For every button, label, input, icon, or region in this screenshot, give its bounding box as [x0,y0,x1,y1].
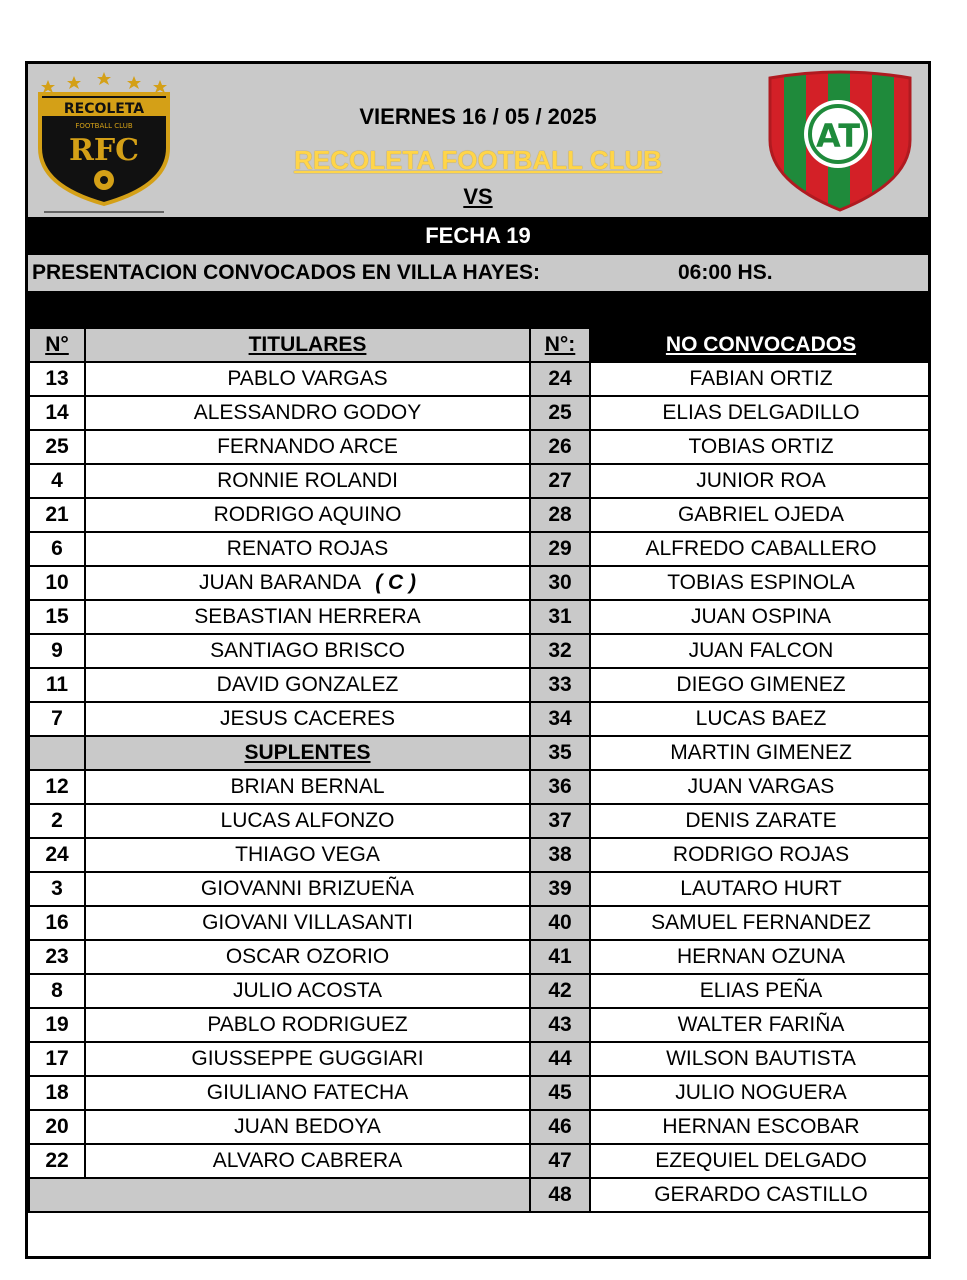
player-name: RONNIE ROLANDI [217,469,398,492]
player-name: DAVID GONZALEZ [216,673,399,696]
no-convocado-name: HERNAN OZUNA [590,940,931,974]
suplente-number: 12 [29,770,85,804]
header-panel [28,64,928,217]
suplente-name: GIOVANI VILLASANTI [85,906,530,940]
titular-name [85,702,530,736]
suplente-name: GIOVANNI BRIZUEÑA [85,872,530,906]
titular-name [85,566,530,600]
titular-number: 15 [29,600,85,634]
table-row [29,1008,931,1042]
no-convocado-number: 48 [530,1178,590,1212]
suplente-number: 17 [29,1042,85,1076]
player-name: SANTIAGO BRISCO [210,639,405,662]
no-convocado-number: 40 [530,906,590,940]
suplente-name: GIULIANO FATECHA [85,1076,530,1110]
titular-name [85,532,530,566]
no-convocado-number: 27 [530,464,590,498]
no-convocado-number: 30 [530,566,590,600]
suplente-number: 23 [29,940,85,974]
no-convocado-number: 34 [530,702,590,736]
suplente-name: ALVARO CABRERA [85,1144,530,1178]
no-convocado-number: 25 [530,396,590,430]
table-row [29,566,931,600]
table-row [29,1178,931,1212]
table-row [29,362,931,396]
no-convocado-name: JUAN OSPINA [590,600,931,634]
suplente-number: 20 [29,1110,85,1144]
no-convocado-name: MARTIN GIMENEZ [590,736,931,770]
no-convocado-number: 47 [530,1144,590,1178]
no-convocado-number: 37 [530,804,590,838]
table-row [29,668,931,702]
col-header-number-2: N°: [530,328,590,362]
svg-text:RFC: RFC [68,133,140,168]
titular-name [85,498,530,532]
suplente-name: LUCAS ALFONZO [85,804,530,838]
suplentes-header: SUPLENTES [85,736,530,770]
table-row [29,430,931,464]
player-name: JUAN BARANDA [198,571,362,594]
table-row [29,498,931,532]
captain-mark: ( C ) [375,571,417,594]
table-row [29,396,931,430]
no-convocado-number: 44 [530,1042,590,1076]
no-convocado-name: ELIAS PEÑA [590,974,931,1008]
suplente-number: 18 [29,1076,85,1110]
col-header-number: N° [29,328,85,362]
suplente-number: 2 [29,804,85,838]
suplente-number: 24 [29,838,85,872]
no-convocado-number: 45 [530,1076,590,1110]
table-row [29,1144,931,1178]
player-name: JESUS CACERES [219,707,396,730]
table-row [29,1110,931,1144]
titular-name [85,668,530,702]
titular-number: 9 [29,634,85,668]
titular-number: 14 [29,396,85,430]
suplente-number: 22 [29,1144,85,1178]
col-header-no-convocados: NO CONVOCADOS [590,328,931,362]
suplente-number: 8 [29,974,85,1008]
col-header-titulares: TITULARES [85,328,530,362]
svg-text:RECOLETA: RECOLETA [63,101,145,117]
presentation-time: 06:00 HS. [678,261,773,284]
match-date: VIERNES 16 / 05 / 2025 [359,104,597,129]
no-convocado-name: GABRIEL OJEDA [590,498,931,532]
empty-cell [29,1178,530,1212]
club-name: RECOLETA FOOTBALL CLUB [294,145,662,175]
no-convocado-name: GERARDO CASTILLO [590,1178,931,1212]
no-convocado-number: 35 [530,736,590,770]
titular-number: 6 [29,532,85,566]
titular-name [85,634,530,668]
no-convocado-name: ALFREDO CABALLERO [590,532,931,566]
titular-name [85,430,530,464]
titular-number: 11 [29,668,85,702]
table-row [29,838,931,872]
no-convocado-name: WALTER FARIÑA [590,1008,931,1042]
no-convocado-number: 43 [530,1008,590,1042]
no-convocado-name: JUAN FALCON [590,634,931,668]
player-name: PABLO VARGAS [227,367,388,390]
table-row [29,736,931,770]
player-name: ALESSANDRO GODOY [193,401,422,424]
no-convocado-name: JULIO NOGUERA [590,1076,931,1110]
titular-name [85,362,530,396]
svg-text:AT: AT [815,117,861,155]
player-name: RENATO ROJAS [226,537,389,560]
svg-text:FOOTBALL CLUB: FOOTBALL CLUB [75,122,133,130]
separator-bar [28,291,928,327]
table-header-row [29,328,931,362]
suplente-number: 19 [29,1008,85,1042]
player-name: RODRIGO AQUINO [213,503,402,526]
no-convocado-number: 24 [530,362,590,396]
round-banner: FECHA 19 [28,217,928,255]
no-convocado-name: EZEQUIEL DELGADO [590,1144,931,1178]
table-row [29,974,931,1008]
table-row [29,804,931,838]
opponent-crest-icon [766,70,914,212]
titular-name [85,396,530,430]
presentation-label: PRESENTACION CONVOCADOS EN VILLA HAYES: [32,261,540,284]
titular-number: 4 [29,464,85,498]
no-convocado-number: 26 [530,430,590,464]
suplente-name: GIUSSEPPE GUGGIARI [85,1042,530,1076]
no-convocado-name: JUNIOR ROA [590,464,931,498]
presentation-row [28,255,928,291]
no-convocado-name: TOBIAS ESPINOLA [590,566,931,600]
squad-table [28,327,931,1213]
table-row [29,1076,931,1110]
no-convocado-name: LAUTARO HURT [590,872,931,906]
no-convocado-number: 33 [530,668,590,702]
no-convocado-name: LUCAS BAEZ [590,702,931,736]
no-convocado-name: FABIAN ORTIZ [590,362,931,396]
no-convocado-name: DENIS ZARATE [590,804,931,838]
no-convocado-number: 39 [530,872,590,906]
table-row [29,940,931,974]
suplente-number: 3 [29,872,85,906]
convocatoria-sheet [25,61,931,1259]
no-convocado-number: 31 [530,600,590,634]
table-row [29,464,931,498]
titular-number: 13 [29,362,85,396]
suplente-name: JULIO ACOSTA [85,974,530,1008]
titular-number: 21 [29,498,85,532]
suplente-name: BRIAN BERNAL [85,770,530,804]
no-convocado-number: 36 [530,770,590,804]
no-convocado-number: 32 [530,634,590,668]
table-row [29,1042,931,1076]
no-convocado-name: HERNAN ESCOBAR [590,1110,931,1144]
suplentes-spacer [29,736,85,770]
table-row [29,770,931,804]
titular-number: 25 [29,430,85,464]
titular-number: 10 [29,566,85,600]
table-row [29,532,931,566]
no-convocado-name: JUAN VARGAS [590,770,931,804]
suplente-number: 16 [29,906,85,940]
no-convocado-number: 38 [530,838,590,872]
no-convocado-name: SAMUEL FERNANDEZ [590,906,931,940]
table-row [29,872,931,906]
no-convocado-number: 42 [530,974,590,1008]
player-name: SEBASTIAN HERRERA [194,605,421,628]
no-convocado-name: DIEGO GIMENEZ [590,668,931,702]
no-convocado-number: 29 [530,532,590,566]
no-convocado-name: TOBIAS ORTIZ [590,430,931,464]
no-convocado-name: ELIAS DELGADILLO [590,396,931,430]
table-row [29,702,931,736]
titular-name [85,600,530,634]
no-convocado-number: 46 [530,1110,590,1144]
titular-number: 7 [29,702,85,736]
table-row [29,600,931,634]
titular-name [85,464,530,498]
table-row [29,634,931,668]
no-convocado-name: WILSON BAUTISTA [590,1042,931,1076]
versus-label: VS [463,184,493,209]
suplente-name: PABLO RODRIGUEZ [85,1008,530,1042]
suplente-name: JUAN BEDOYA [85,1110,530,1144]
table-row [29,906,931,940]
no-convocado-number: 28 [530,498,590,532]
no-convocado-name: RODRIGO ROJAS [590,838,931,872]
player-name: FERNANDO ARCE [217,435,398,458]
suplente-name: THIAGO VEGA [85,838,530,872]
no-convocado-number: 41 [530,940,590,974]
suplente-name: OSCAR OZORIO [85,940,530,974]
